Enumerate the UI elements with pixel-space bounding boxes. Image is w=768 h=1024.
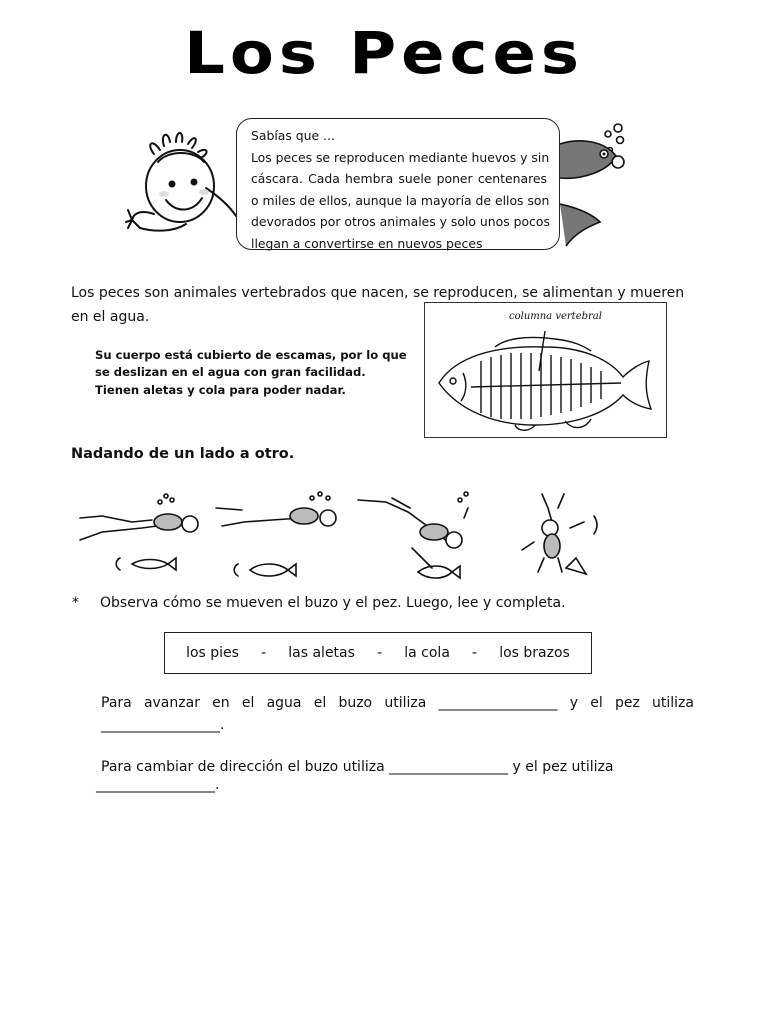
child-illustration: [124, 128, 244, 238]
bubble-line: o miles de ellos, aunque la mayoría de ellos son: [251, 192, 550, 208]
bullet-asterisk: *: [72, 595, 79, 611]
word-bank-item: las aletas: [288, 645, 355, 661]
word-bank-item: los brazos: [499, 645, 570, 661]
bubble-heading: Sabías que ...: [251, 128, 335, 143]
word-bank-separator: -: [377, 645, 383, 661]
word-bank-separator: -: [472, 645, 478, 661]
bubble-line: Los peces se reproducen mediante huevos y sin: [251, 149, 550, 165]
word-bank-item: los pies: [186, 645, 239, 661]
bubble-line: cáscara. Cada hembra suele poner centenares: [251, 171, 547, 187]
word-bank: [164, 632, 592, 674]
question-1-line-1: Para avanzar en el agua el buzo utiliza _________________ y el pez utiliza: [101, 695, 694, 711]
fish-with-bubbles-illustration: [560, 122, 632, 252]
question-2-line-1: Para cambiar de dirección el buzo utiliza _________________ y el pez utiliza: [101, 759, 614, 775]
fun-fact-bubble: [236, 118, 560, 250]
fish-skeleton-figure: [424, 302, 667, 438]
divers-and-fish-illustration: [72, 488, 606, 584]
bubble-line: llegan a convertirse en nuevos peces: [251, 235, 483, 251]
fish-body-description: Su cuerpo está cubierto de escamas, por lo que se deslizan en el agua con gran facilidad. Tienen aletas y cola para poder nadar.: [95, 348, 407, 397]
question-1-line-2: _________________.: [101, 717, 225, 733]
bubble-line: devorados por otros animales y solo unos pocos: [251, 214, 550, 230]
word-bank-item: la cola: [404, 645, 450, 661]
intro-paragraph: Los peces son animales vertebrados que nacen, se reproducen, se alimentan y mueren en el agua.: [71, 285, 685, 325]
fish-skeleton-icon: [435, 321, 657, 431]
question-2-line-2: _________________.: [96, 777, 220, 793]
section-heading: Nadando de un lado a otro.: [71, 446, 295, 462]
instruction-text: Observa cómo se mueven el buzo y el pez. Luego, lee y completa.: [100, 595, 566, 611]
word-bank-separator: -: [261, 645, 267, 661]
page-title: Los Peces: [184, 20, 584, 88]
skeleton-label: columna vertebral: [509, 311, 602, 322]
